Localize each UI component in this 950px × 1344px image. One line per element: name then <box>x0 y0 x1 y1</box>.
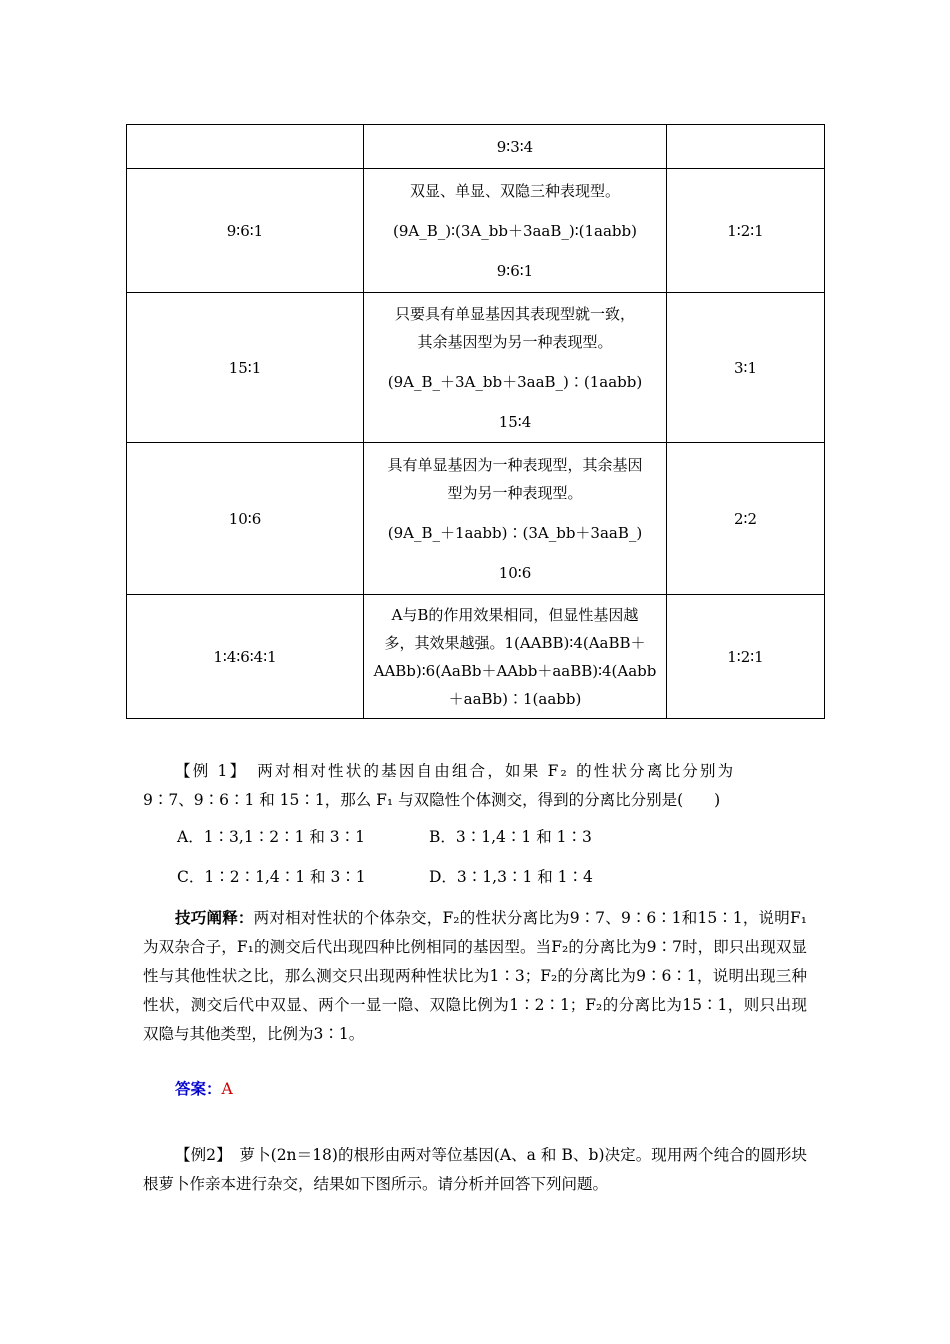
example1-line2: 9∶7、9∶6∶1 和 15∶1，那么 F₁ 与双隐性个体测交，得到的分离比分别是( ) <box>143 791 721 809</box>
example2 <box>143 1141 807 1199</box>
option-a: A．1∶3,1∶2∶1 和 3∶1 <box>177 828 366 846</box>
cell-line: 9∶3∶4 <box>496 137 534 156</box>
table-row <box>127 595 825 719</box>
cell-line: ＋aaBb)∶1(aabb) <box>448 689 582 708</box>
table-cell: 1∶2∶1 <box>667 595 825 719</box>
option-d: D．3∶1,3∶1 和 1∶4 <box>429 868 593 886</box>
example1-question <box>143 757 807 815</box>
cell-line: AABb)∶6(AaBb＋AAbb＋aaBB)∶4(Aabb <box>373 661 657 680</box>
table-cell <box>364 595 667 719</box>
table-cell: 3∶1 <box>667 293 825 443</box>
table-row <box>127 443 825 595</box>
example1-label: 【例 1】 <box>175 762 240 780</box>
table-cell: 1∶2∶1 <box>667 169 825 293</box>
example1-line1: 两对相对性状的基因自由组合，如果 F₂ 的性状分离比分别为 <box>257 762 736 780</box>
table-cell <box>364 293 667 443</box>
cell-line: 具有单显基因为一种表现型，其余基因 <box>387 455 643 474</box>
answer <box>143 1074 807 1104</box>
table-cell <box>364 169 667 293</box>
option-b: B．3∶1,4∶1 和 1∶3 <box>429 828 592 846</box>
table-cell: 10∶6 <box>127 443 364 595</box>
table-cell <box>364 443 667 595</box>
cell-line: 多，其效果越强。1(AABB)∶4(AaBB＋ <box>384 633 646 652</box>
example2-text: 萝卜(2n＝18)的根形由两对等位基因(A、a 和 B、b)决定。现用两个纯合的圆形块根萝卜作亲本进行杂交，结果如下图所示。请分析并回答下列问题。 <box>143 1146 807 1193</box>
answer-label: 答案： <box>175 1079 222 1098</box>
cell-line: 只要具有单显基因其表现型就一致， <box>394 304 635 323</box>
explanation <box>143 903 807 1049</box>
cell-line: 15∶4 <box>498 412 532 431</box>
cell-line: 其余基因型为另一种表现型。 <box>417 332 613 351</box>
table-row <box>127 125 825 169</box>
table-cell: 1∶4∶6∶4∶1 <box>127 595 364 719</box>
cell-line: 双显、单显、双隐三种表现型。 <box>409 181 620 200</box>
cell-line: (9A_B_＋1aabb)∶(3A_bb＋3aaB_) <box>387 523 643 542</box>
explanation-text: 两对相对性状的个体杂交，F₂的性状分离比为9∶7、9∶6∶1和15∶1，说明F₁为双杂合子，F₁的测交后代出现四种比例相同的基因型。当F₂的分离比为9∶7时，即只出现双显性与其他性状之比，那么测交只出现两种性状比为1∶3；F₂的分离比为9∶6∶1，说明出现三种性状，测交后代中双显、两个一显一隐、双隐比例为1∶2∶1；F₂的分离比为15∶1，则只出现双隐与其他类型，比例为3∶1。 <box>143 909 807 1043</box>
ratio-table <box>126 124 825 719</box>
table-cell <box>127 125 364 169</box>
table-row <box>127 169 825 293</box>
example2-label: 【例2】 <box>175 1146 224 1164</box>
table-row <box>127 293 825 443</box>
answer-value: A <box>221 1080 233 1098</box>
cell-line: (9A_B_)∶(3A_bb＋3aaB_)∶(1aabb) <box>393 221 637 240</box>
cell-line: A与B的作用效果相同，但显性基因越 <box>391 605 639 624</box>
table-cell: 2∶2 <box>667 443 825 595</box>
table-cell <box>667 125 825 169</box>
cell-line: 10∶6 <box>498 563 532 582</box>
cell-line: 9∶6∶1 <box>496 261 534 280</box>
option-c: C．1∶2∶1,4∶1 和 3∶1 <box>177 868 366 886</box>
table-cell: 9∶6∶1 <box>127 169 364 293</box>
cell-line: (9A_B_＋3A_bb＋3aaB_)∶(1aabb) <box>387 372 643 391</box>
table-cell <box>364 125 667 169</box>
table-cell: 15∶1 <box>127 293 364 443</box>
cell-line: 型为另一种表现型。 <box>447 483 583 502</box>
explanation-label: 技巧阐释： <box>175 908 254 927</box>
